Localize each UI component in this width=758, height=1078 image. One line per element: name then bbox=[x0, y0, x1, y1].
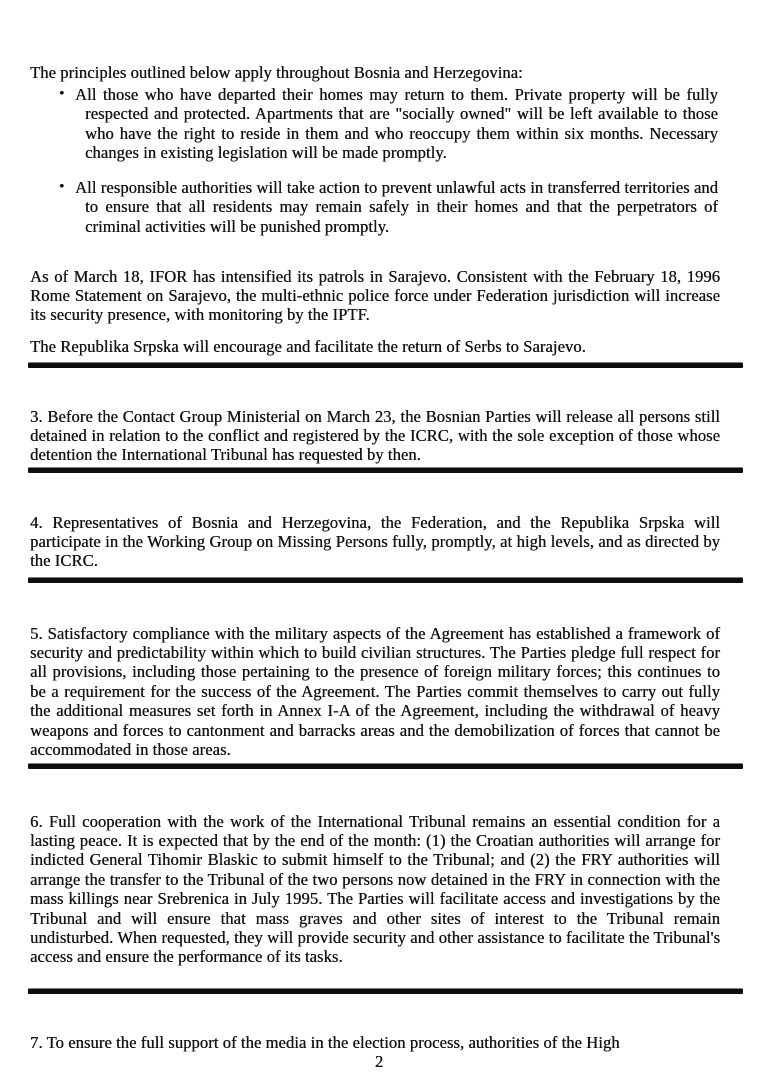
page-number: 2 bbox=[374, 1052, 384, 1071]
bullet-item-responsible-authorities bbox=[59, 178, 718, 236]
bullet-text: All responsible authorities will take action to prevent unlawful acts in transferred territories and to ensure that all residents may remain safely in their homes and that the perpetrators of criminal activities will be punished promptly. bbox=[75, 178, 718, 236]
numbered-item-7-partial: 7. To ensure the full support of the media in the election process, authorities of the High bbox=[30, 1032, 620, 1052]
numbered-item-3: 3. Before the Contact Group Ministerial on March 23, the Bosnian Parties will release all persons still detained in relation to the conflict and registered by the ICRC, with the sole exception of those whose detention the International Tribunal has requested by then. bbox=[30, 406, 720, 465]
numbered-item-6: 6. Full cooperation with the work of the International Tribunal remains an essential condition for a lasting peace. It is expected that by the end of the month: (1) the Croatian authorities will arrange for indicted General Tihomir Blaskic to submit himself to the Tribunal; and (2) the FRY authorities will arrange the transfer to the Tribunal of the two persons now detained in the FRY in connection with the mass killings near Srebrenica in July 1995. The Parties will facilitate access and investigations by the Tribunal and will ensure that mass graves and other sites of interest to the Tribunal remain undisturbed. When requested, they will provide security and other assistance to facilitate the Tribunal's access and ensure the performance of its tasks. bbox=[30, 811, 720, 967]
bullet-icon: • bbox=[59, 86, 65, 102]
intro-paragraph: The principles outlined below apply throughout Bosnia and Herzegovina: bbox=[30, 62, 523, 82]
bullet-item-return-of-homes bbox=[59, 85, 718, 163]
section-divider bbox=[28, 989, 743, 994]
paragraph-republika-srpska: The Republika Srpska will encourage and facilitate the return of Serbs to Sarajevo. bbox=[30, 336, 586, 356]
numbered-item-4: 4. Representatives of Bosnia and Herzegovina, the Federation, and the Republika Srpska will participate in the Working Group on Missing Persons fully, promptly, at high levels, and as directed by the ICRC. bbox=[30, 512, 720, 571]
section-divider bbox=[28, 468, 743, 473]
paragraph-ifor-patrols: As of March 18, IFOR has intensified its patrols in Sarajevo. Consistent with the February 18, 1996 Rome Statement on Sarajevo, the multi-ethnic police force under Federation jurisdiction will increase its security presence, with monitoring by the IPTF. bbox=[30, 266, 720, 325]
bullet-text: All those who have departed their homes may return to them. Private property will be fully respected and protected. Apartments that are "socially owned" will be left available to those who have the right to reside in them and who reoccupy them within six months. Necessary changes in existing legislation will be made promptly. bbox=[75, 85, 718, 163]
section-divider bbox=[28, 578, 743, 583]
section-divider bbox=[28, 764, 743, 769]
numbered-item-5: 5. Satisfactory compliance with the military aspects of the Agreement has established a framework of security and predictability within which to build civilian structures. The Parties pledge full respect for all provisions, including those pertaining to the presence of foreign military forces; this continues to be a requirement for the success of the Agreement. The Parties commit themselves to carry out fully the additional measures set forth in Annex I-A of the Agreement, including the withdrawal of heavy weapons and forces to cantonment and barracks areas and the demobilization of forces that cannot be accommodated in those areas. bbox=[30, 623, 720, 759]
section-divider bbox=[28, 363, 743, 368]
bullet-icon: • bbox=[59, 179, 65, 195]
